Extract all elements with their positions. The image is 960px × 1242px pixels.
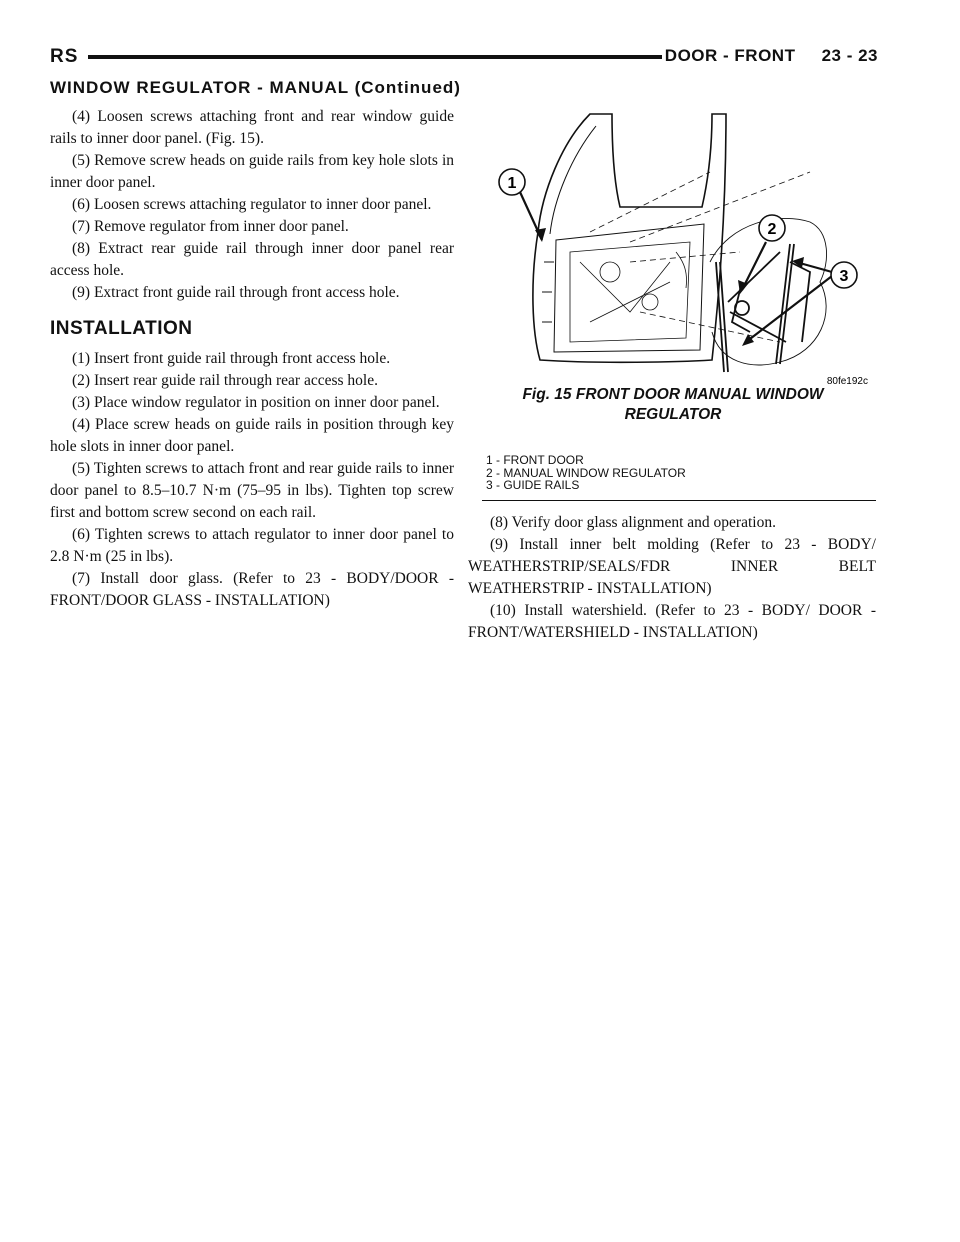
callout-label-2: 2 (767, 221, 777, 238)
installation-step: (7) Install door glass. (Refer to 23 - BODY/DOOR - FRONT/DOOR GLASS - INSTALLATION) (50, 570, 454, 609)
header-page-reference: DOOR - FRONT 23 - 23 (664, 46, 878, 65)
legend-item: 3 - GUIDE RAILS (486, 478, 580, 492)
page-header (50, 40, 878, 76)
callout-label-1: 1 (507, 175, 517, 192)
figure-legend (486, 454, 686, 492)
door-regulator-illustration (480, 112, 876, 388)
figure-image-code: 80fe192c (826, 376, 868, 387)
legend-item: 2 - MANUAL WINDOW REGULATOR (486, 465, 686, 480)
installation-step: (8) Verify door glass alignment and operation. (490, 514, 776, 531)
removal-step: (5) Remove screw heads on guide rails from key hole slots in inner door panel. (50, 152, 454, 191)
installation-step: (4) Place screw heads on guide rails in position through key hole slots in inner door panel. (50, 416, 454, 455)
door-regulator-figure (480, 112, 876, 388)
installation-step: (10) Install watershield. (Refer to 23 - BODY/ DOOR - FRONT/WATERSHIELD - INSTALLATION) (468, 602, 876, 641)
callout-3 (831, 262, 857, 288)
removal-step: (9) Extract front guide rail through front access hole. (72, 284, 400, 301)
callout-label-3: 3 (839, 268, 849, 285)
installation-step: (3) Place window regulator in position on inner door panel. (72, 394, 440, 411)
removal-step: (7) Remove regulator from inner door panel. (72, 218, 349, 235)
installation-step: (6) Tighten screws to attach regulator to inner door panel to 2.8 N·m (25 in lbs). (50, 526, 454, 565)
header-section-code: RS (50, 46, 79, 67)
front-door-drawing (533, 114, 726, 362)
section-title: WINDOW REGULATOR - MANUAL (Continued) (50, 78, 461, 97)
callout-2 (759, 215, 785, 241)
installation-step: (1) Insert front guide rail through front access hole. (72, 350, 391, 367)
figure-caption: Fig. 15 FRONT DOOR MANUAL WINDOW REGULATOR (522, 386, 824, 423)
installation-step: (2) Insert rear guide rail through rear access hole. (72, 372, 378, 389)
callout-1 (499, 169, 525, 195)
installation-step: (5) Tighten screws to attach front and rear guide rails to inner door panel to 8.5–10.7 N·m (75–95 in lbs). Tighten top screw first and bottom screw second on each rail. (50, 460, 454, 521)
removal-step: (6) Loosen screws attaching regulator to inner door panel. (72, 196, 432, 213)
legend-item: 1 - FRONT DOOR (486, 453, 584, 467)
exploded-view-dashes (590, 172, 810, 342)
installation-heading: INSTALLATION (50, 318, 193, 339)
legend-rule (482, 500, 876, 501)
installation-step: (9) Install inner belt molding (Refer to 23 - BODY/ WEATHERSTRIP/SEALS/FDR INNER BELT WEATHERSTRIP - INSTALLATION) (468, 536, 876, 597)
right-column (468, 512, 876, 644)
header-rule (88, 55, 662, 59)
removal-step: (8) Extract rear guide rail through inner door panel rear access hole. (50, 240, 454, 279)
removal-step: (4) Loosen screws attaching front and rear window guide rails to inner door panel. (Fig. 15). (50, 108, 454, 147)
left-column (50, 106, 454, 612)
